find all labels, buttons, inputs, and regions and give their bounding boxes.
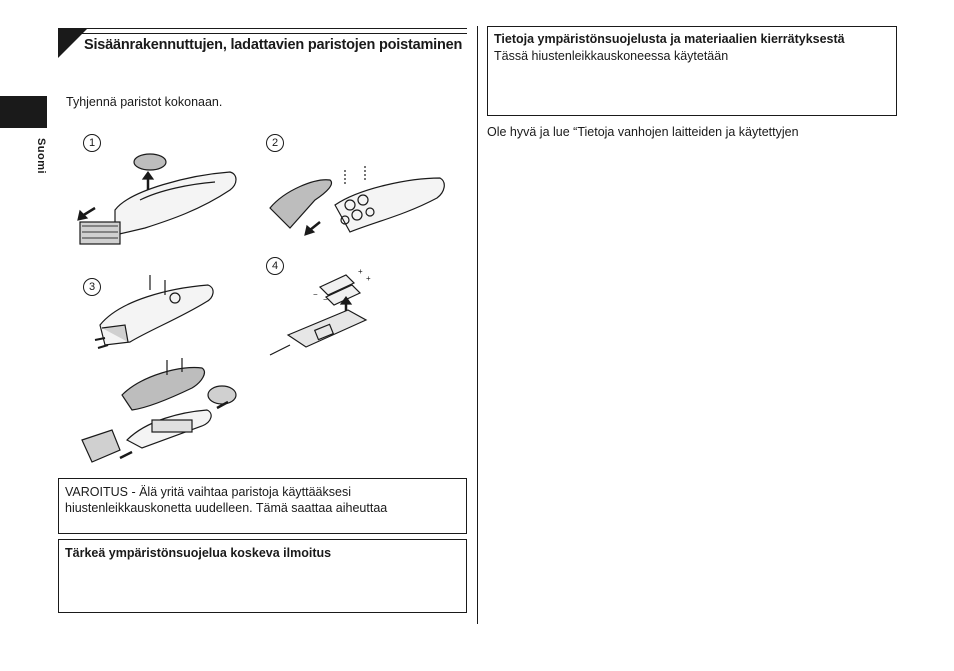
warning-box bbox=[58, 478, 467, 534]
column-divider bbox=[477, 26, 478, 624]
step-1-illustration bbox=[70, 150, 240, 260]
section-header bbox=[58, 28, 467, 60]
step-2-number: 2 bbox=[266, 134, 284, 152]
info-box-line-1: Tässä hiustenleikkauskoneessa käytetään bbox=[494, 49, 729, 63]
right-note: Ole hyvä ja lue “Tietoja vanhojen laitteiden ja käytettyjen bbox=[487, 125, 799, 139]
step-1-number: 1 bbox=[83, 134, 101, 152]
step-4-number: 4 bbox=[266, 257, 284, 275]
warning-line-2: hiustenleikkauskonetta uudelleen. Tämä saattaa aiheuttaa bbox=[65, 501, 388, 515]
intro-text: Tyhjennä paristot kokonaan. bbox=[66, 95, 223, 109]
language-tab bbox=[0, 96, 47, 128]
battery-minus-mark-2: − bbox=[323, 295, 328, 304]
step-2-illustration bbox=[265, 160, 450, 240]
warning-line-1: VAROITUS - Älä yritä vaihtaa paristoja käyttääksesi bbox=[65, 485, 351, 499]
battery-plus-mark-2: + bbox=[366, 274, 371, 283]
step-3b-illustration bbox=[72, 350, 242, 470]
battery-plus-mark-1: + bbox=[358, 267, 363, 276]
step-3-number: 3 bbox=[83, 278, 101, 296]
info-box-title: Tietoja ympäristönsuojelusta ja materiaalien kierrätyksestä bbox=[494, 32, 845, 46]
info-box bbox=[487, 26, 897, 116]
language-label: Suomi bbox=[35, 137, 47, 175]
battery-minus-mark-1: − bbox=[313, 290, 318, 299]
section-title: Sisäänrakennuttujen, ladattavien paristojen poistaminen bbox=[84, 37, 463, 53]
step-3-illustration bbox=[90, 270, 220, 355]
environment-notice-box bbox=[58, 539, 467, 613]
environment-notice-title: Tärkeä ympäristönsuojelua koskeva ilmoitus bbox=[65, 546, 332, 560]
